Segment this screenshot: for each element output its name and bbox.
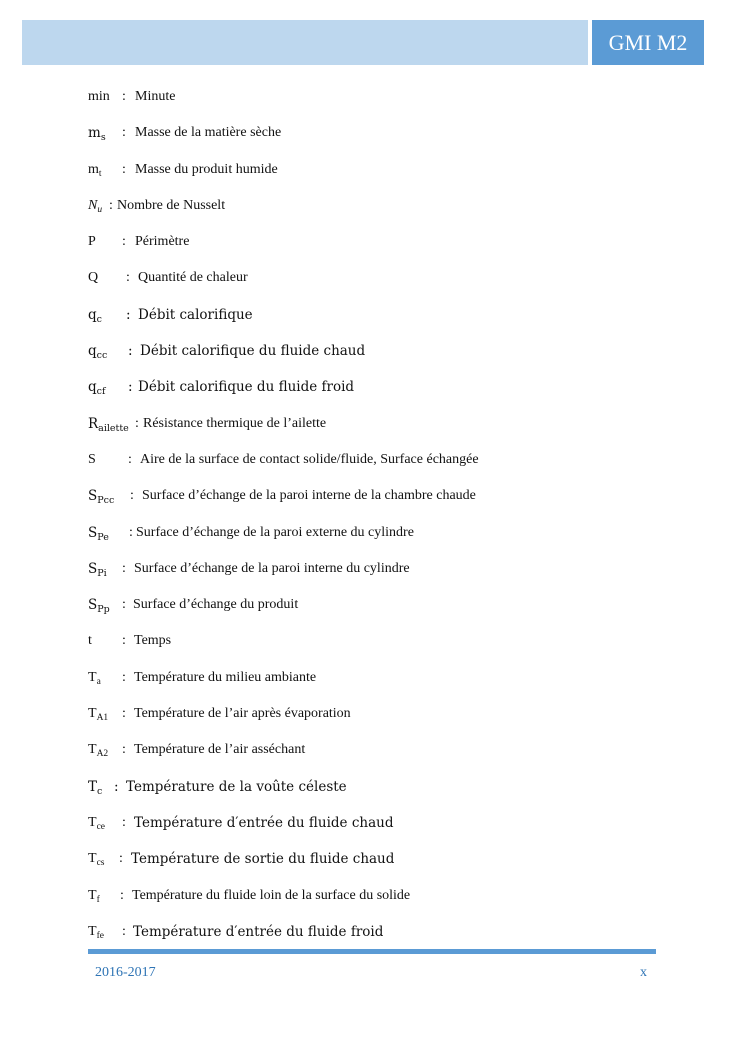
symbol: $R_{ailette}$ bbox=[88, 415, 129, 434]
separator: : bbox=[122, 161, 126, 177]
symbol: $T_{fe}$ bbox=[88, 923, 104, 941]
symbol: $q_{cf}$ bbox=[88, 379, 106, 398]
separator: : bbox=[135, 415, 139, 431]
symbol: P bbox=[88, 234, 96, 250]
list-item bbox=[88, 340, 688, 376]
separator: : bbox=[114, 778, 119, 795]
list-item bbox=[88, 667, 688, 703]
definition: Résistance thermique de l’ailette bbox=[143, 415, 327, 431]
list-item bbox=[88, 449, 688, 485]
symbol: $m_s$ bbox=[88, 125, 106, 144]
definition: Surface d’échange du produit bbox=[133, 597, 299, 613]
list-item bbox=[88, 522, 688, 558]
definition: Débit calorifique du fluide chaud bbox=[140, 343, 366, 360]
separator: : bbox=[130, 488, 134, 504]
separator: : bbox=[122, 234, 126, 250]
symbol: S bbox=[88, 451, 96, 467]
symbol: $m_t$ bbox=[88, 161, 102, 179]
symbol: $S_{Pe}$ bbox=[88, 524, 109, 543]
definition: Aire de la surface de contact solide/fluide, Surface échangée bbox=[140, 451, 479, 467]
definition: Température d′entrée du fluide chaud bbox=[134, 814, 394, 831]
nomenclature-list bbox=[88, 86, 688, 957]
separator: : bbox=[122, 597, 126, 613]
separator: : bbox=[122, 814, 126, 830]
definition: Débit calorifique du fluide froid bbox=[138, 379, 355, 396]
definition: Température du milieu ambiante bbox=[134, 669, 317, 685]
separator: : bbox=[120, 887, 124, 903]
separator: : bbox=[128, 343, 133, 360]
definition: Minute bbox=[135, 89, 176, 104]
symbol: min bbox=[88, 89, 110, 104]
list-item bbox=[88, 739, 688, 775]
symbol: $q_c$ bbox=[88, 306, 102, 325]
symbol: t bbox=[88, 633, 92, 649]
separator: : bbox=[109, 197, 113, 213]
symbol: $q_{cc}$ bbox=[88, 343, 108, 362]
symbol: $T_c$ bbox=[88, 778, 103, 797]
definition: Périmètre bbox=[135, 234, 190, 250]
separator: : bbox=[122, 125, 126, 141]
footer-rule bbox=[88, 949, 656, 954]
list-item bbox=[88, 231, 688, 267]
list-item bbox=[88, 848, 688, 884]
separator: : bbox=[128, 451, 132, 467]
list-item bbox=[88, 885, 688, 921]
list-item bbox=[88, 703, 688, 739]
list-item bbox=[88, 485, 688, 521]
list-item bbox=[88, 812, 688, 848]
list-item bbox=[88, 630, 688, 666]
separator: : bbox=[122, 560, 126, 576]
definition: Température de l’air après évaporation bbox=[134, 706, 351, 722]
definition: Surface d’échange de la paroi interne du cylindre bbox=[134, 560, 410, 576]
definition: Température du fluide loin de la surface du solide bbox=[132, 887, 411, 903]
definition: Masse de la matière sèche bbox=[135, 125, 282, 141]
list-item bbox=[88, 195, 688, 231]
list-item bbox=[88, 776, 688, 812]
list-item bbox=[88, 594, 688, 630]
list-item bbox=[88, 159, 688, 195]
separator: : bbox=[122, 923, 126, 939]
separator: : bbox=[128, 379, 133, 396]
symbol: $S_{Pi}$ bbox=[88, 560, 107, 579]
definition: Débit calorifique bbox=[138, 306, 253, 323]
list-item bbox=[88, 376, 688, 412]
list-item bbox=[88, 413, 688, 449]
symbol: $T_{ce}$ bbox=[88, 814, 105, 832]
list-item bbox=[88, 267, 688, 303]
definition: Surface d’échange de la paroi interne de la chambre chaude bbox=[142, 488, 476, 504]
list-item bbox=[88, 122, 688, 158]
separator: : bbox=[129, 524, 133, 540]
symbol: $N_u$ bbox=[88, 197, 103, 215]
symbol: $T_{A2}$ bbox=[88, 742, 109, 760]
list-item bbox=[88, 86, 688, 122]
separator: : bbox=[126, 270, 130, 286]
symbol: Q bbox=[88, 270, 99, 286]
definition: Temps bbox=[134, 633, 172, 649]
symbol: $T_{A1}$ bbox=[88, 706, 109, 724]
symbol: $S_{Pcc}$ bbox=[88, 488, 115, 507]
symbol: $T_f$ bbox=[88, 887, 100, 905]
page-number: x bbox=[640, 965, 647, 980]
list-item bbox=[88, 304, 688, 340]
definition: Surface d’échange de la paroi externe du cylindre bbox=[136, 524, 414, 540]
separator: : bbox=[126, 306, 131, 323]
header-tag: GMI M2 bbox=[592, 20, 704, 65]
list-item bbox=[88, 558, 688, 594]
separator: : bbox=[119, 851, 123, 867]
footer-year: 2016-2017 bbox=[95, 965, 156, 980]
definition: Masse du produit humide bbox=[135, 161, 278, 177]
definition: Température de sortie du fluide chaud bbox=[131, 851, 395, 868]
symbol: $S_{Pp}$ bbox=[88, 597, 110, 616]
separator: : bbox=[122, 633, 126, 649]
symbol: $T_a$ bbox=[88, 669, 101, 687]
symbol: $T_{cs}$ bbox=[88, 851, 105, 869]
definition: Température de l’air asséchant bbox=[134, 742, 306, 758]
definition: Nombre de Nusselt bbox=[117, 197, 226, 213]
definition: Quantité de chaleur bbox=[138, 270, 248, 286]
header-band bbox=[22, 20, 588, 65]
separator: : bbox=[122, 89, 126, 104]
definition: Température de la voûte céleste bbox=[126, 778, 347, 795]
separator: : bbox=[122, 669, 126, 685]
separator: : bbox=[122, 742, 126, 758]
definition: Température d′entrée du fluide froid bbox=[133, 923, 384, 940]
separator: : bbox=[122, 706, 126, 722]
